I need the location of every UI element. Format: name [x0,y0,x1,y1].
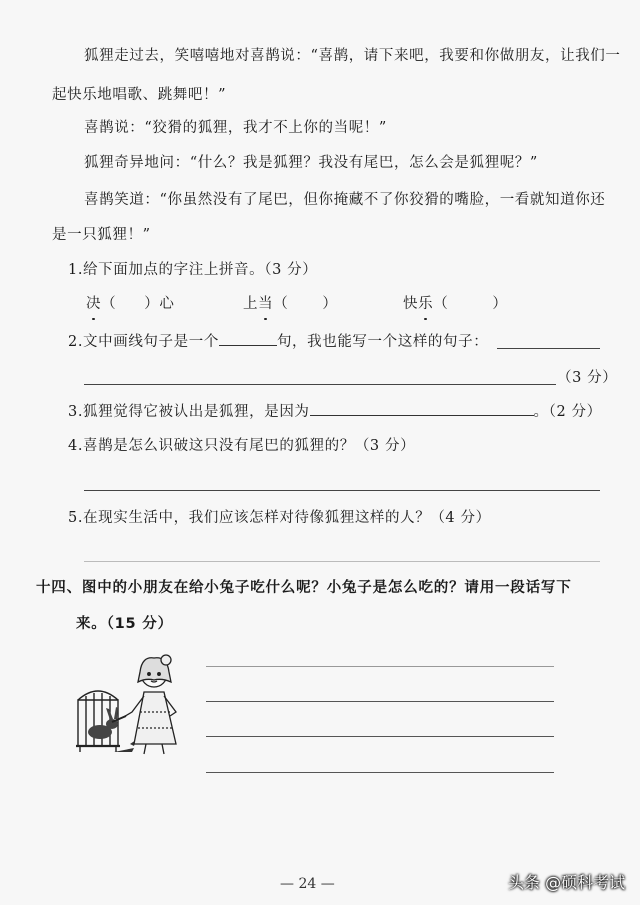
question-5-text: 5.在现实生活中，我们应该怎样对待像狐狸这样的人？（4 分） [68,510,491,526]
story-paragraph-1-line-2: 起快乐地唱歌、跳舞吧！” [52,87,227,103]
watermark: 头条 @硕科考试 [508,873,626,892]
q5-answer-line[interactable] [84,561,600,562]
q1-item-1: 决（ ）心 [86,296,175,312]
section-14-prompt-line-2: 来。（15 分） [76,616,173,632]
composition-line-3[interactable] [206,736,554,737]
q2-sentence-type-blank[interactable] [219,331,277,346]
question-2-text: 2.文中画线句子是一个 句，我也能写一个这样的句子： [68,331,488,352]
q1-item-1-post: 心 [159,296,175,312]
story-paragraph-1-line-1: 狐狸走过去，笑嘻嘻地对喜鹊说：“喜鹊，请下来吧，我要和你做朋友，让我们一 [84,48,621,64]
story-paragraph-2: 喜鹊说：“狡猾的狐狸，我才不上你的当呢！” [84,120,387,136]
question-3-text: 3.狐狸觉得它被认出是狐狸，是因为 。（2 分） [68,401,602,422]
page-number: — 24 — [280,876,335,892]
q1-item-2-pre: 上 [243,296,259,312]
q1-item-1-dotted-char: 决 [86,296,102,312]
section-14-prompt-line-1: 十四、图中的小朋友在给小兔子吃什么呢？小兔子是怎么吃的？请用一段话写下 [36,580,572,596]
q1-item-3-pre: 快 [403,296,419,312]
girl-icon [112,655,176,754]
q1-item-3-dotted-char: 乐 [418,296,434,312]
question-4-text: 4.喜鹊是怎么识破这只没有尾巴的狐狸的？（3 分） [68,438,416,454]
q1-item-3: 快乐（ ） [403,296,508,312]
composition-line-2[interactable] [206,701,554,702]
question-1-text: 1.给下面加点的字注上拼音。（3 分） [68,262,318,278]
rabbit-icon [88,707,118,739]
q3-answer-blank[interactable] [310,401,534,416]
story-paragraph-4-line-1: 喜鹊笑道：“你虽然没有了尾巴，但你掩藏不了你狡猾的嘴脸，一看就知道你还 [84,192,606,208]
story-paragraph-4-line-2: 是一只狐狸！” [52,227,151,243]
q1-item-2: 上当（ ） [243,296,338,312]
q1-item-2-dotted-char: 当 [258,296,274,312]
story-paragraph-3: 狐狸奇异地问：“什么？我是狐狸？我没有尾巴，怎么会是狐狸呢？” [84,155,538,171]
q2-answer-line-2[interactable] [84,384,556,385]
q4-answer-line[interactable] [84,490,600,491]
q2-score: （3 分） [557,370,618,386]
composition-line-4[interactable] [206,772,554,773]
q2-answer-line-1[interactable] [497,348,600,349]
girl-feeding-rabbit-illustration [72,652,192,760]
composition-line-1[interactable] [206,666,554,667]
